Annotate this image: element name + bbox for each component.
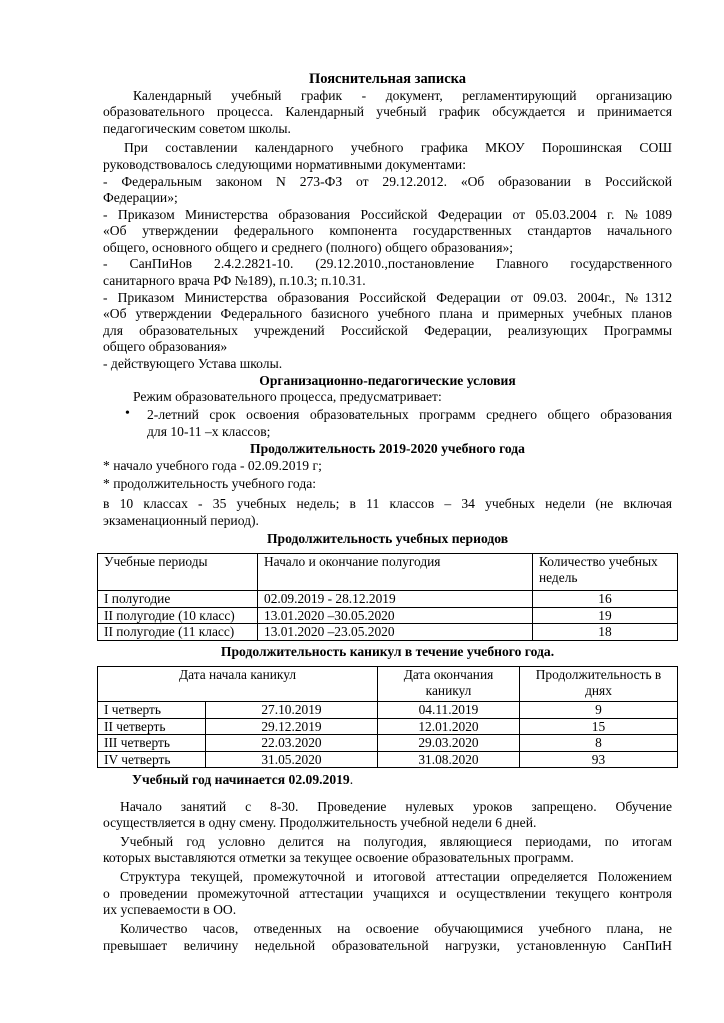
duration-start: * начало учебного года - 02.09.2019 г;: [103, 458, 322, 473]
holiday-start-cell: 29.12.2019: [206, 718, 378, 735]
year-start-tail: .: [349, 772, 354, 787]
period-weeks-cell: 19: [533, 607, 678, 624]
quarter-cell: III четверть: [98, 735, 206, 752]
doc-order-1312-line-2: «Об утверждении Федерального базисного учебного плана и примерных учебных планов: [103, 306, 672, 321]
duration-weeks-line-1: в 10 классах - 35 учебных недель; в 11 классов – 34 учебных недели (не включая: [103, 496, 672, 511]
year-start-bold: Учебный год начинается 02.09.2019: [132, 772, 350, 787]
bullet-line-1: 2-летний срок освоения образовательных программ среднего общего образования: [147, 407, 672, 422]
holiday-start-cell: 27.10.2019: [206, 702, 378, 719]
intro-line-2: образовательного процесса. Календарный учебный график обсуждается и принимается: [103, 104, 672, 119]
period-dates-cell: 13.01.2020 –30.05.2020: [258, 607, 533, 624]
quarter-cell: IV четверть: [98, 751, 206, 768]
hours-line-1: Количество часов, отведенных на освоение обучающимися учебного плана, не: [120, 921, 672, 936]
periods-header-cell: Учебные периоды: [98, 554, 258, 591]
doc-sanpin-line-1: - СанПиНов 2.4.2.2821-10. (29.12.2010.,постановление Главного государственного: [103, 256, 672, 271]
period-dates-cell: 13.01.2020 –23.05.2020: [258, 624, 533, 641]
quarter-cell: I четверть: [98, 702, 206, 719]
compose-line-2: руководствовалось следующими нормативными документами:: [103, 157, 466, 172]
conditions-heading: Организационно-педагогические условия: [259, 373, 516, 388]
bullet-line-2: для 10-11 –х классов;: [147, 424, 271, 439]
holiday-end-cell: 31.08.2020: [378, 751, 520, 768]
compose-line-1: При составлении календарного учебного графика МКОУ Порошинская СОШ: [124, 140, 672, 155]
periods-heading: Продолжительность учебных периодов: [266, 531, 509, 546]
intro-line-1: Календарный учебный график - документ, регламентирующий организацию: [133, 88, 672, 103]
holiday-end-cell: 04.11.2019: [378, 702, 520, 719]
attestation-line-3: их успеваемости в ОО.: [103, 902, 237, 917]
periods-table: [97, 553, 678, 641]
doc-charter-line: - действующего Устава школы.: [103, 356, 283, 371]
table-row: [98, 702, 678, 719]
holidays-table: [97, 666, 678, 768]
period-dates-cell: 02.09.2019 - 28.12.2019: [258, 591, 533, 608]
periods-header-cell: Количество учебных недель: [533, 554, 678, 591]
table-row: [98, 624, 678, 641]
doc-law-line-2: Федерации»;: [103, 190, 178, 205]
intro-line-3: педагогическим советом школы.: [103, 121, 291, 136]
table-row: [98, 607, 678, 624]
periods-header-row: [98, 554, 678, 591]
period-name-cell: I полугодие: [98, 591, 258, 608]
holiday-days-cell: 93: [520, 751, 678, 768]
doc-order-1089-line-3: общего, основного общего и среднего (полного) общего образования»;: [103, 240, 514, 255]
doc-order-1312-line-1: - Приказом Министерства образования Российской Федерации от 09.03. 2004г., №1312: [103, 290, 672, 305]
period-weeks-cell: 16: [533, 591, 678, 608]
classes-line-1: Начало занятий с 8-30. Проведение нулевых уроков запрещено. Обучение: [120, 799, 672, 814]
table-row: [98, 751, 678, 768]
holidays-header-cell: Дата начала каникул: [98, 667, 378, 702]
year-start-line: [103, 772, 672, 788]
halves-line-1: Учебный год условно делится на полугодия, являющиеся периодами, по итогам: [120, 834, 672, 849]
attestation-line-2: о проведении промежуточной аттестации учащихся и осуществлении текущего контроля: [103, 886, 672, 901]
hours-line-2: превышает величину недельной образовательной нагрузки, установленную СанПиН: [103, 938, 672, 953]
holiday-end-cell: 29.03.2020: [378, 735, 520, 752]
doc-order-1312-line-3: для образовательных учреждений Российской Федерации, реализующих Программы: [103, 323, 672, 338]
duration-heading: Продолжительность 2019-2020 учебного года: [250, 441, 525, 456]
holidays-header-row: [98, 667, 678, 702]
doc-order-1312-line-4: общего образования»: [103, 339, 228, 354]
holidays-header-cell: Дата окончания каникул: [378, 667, 520, 702]
table-row: [98, 718, 678, 735]
table-row: [98, 591, 678, 608]
holiday-start-cell: 31.05.2020: [206, 751, 378, 768]
classes-line-2: осуществляется в одну смену. Продолжительность учебной недели 6 дней.: [103, 815, 537, 830]
bullet-dot-icon: •: [125, 406, 130, 421]
holiday-days-cell: 8: [520, 735, 678, 752]
holidays-header-cell: Продолжительность в днях: [520, 667, 678, 702]
page-title: Пояснительная записка: [308, 71, 467, 87]
quarter-cell: II четверть: [98, 718, 206, 735]
attestation-line-1: Структура текущей, промежуточной и итоговой аттестации определяется Положением: [120, 869, 672, 884]
holiday-end-cell: 12.01.2020: [378, 718, 520, 735]
doc-sanpin-line-2: санитарного врача РФ №189), п.10.3; п.10.31.: [103, 273, 366, 288]
holiday-start-cell: 22.03.2020: [206, 735, 378, 752]
halves-line-2: которых выставляются отметки за текущее освоение образовательных программ.: [103, 850, 574, 865]
holiday-days-cell: 15: [520, 718, 678, 735]
duration-length: * продолжительность учебного года:: [103, 476, 317, 491]
doc-law-line-1: - Федеральным законом N 273-ФЗ от 29.12.2012. «Об образовании в Российской: [103, 174, 672, 189]
periods-header-cell: Начало и окончание полугодия: [258, 554, 533, 591]
conditions-mode: Режим образовательного процесса, предусматривает:: [133, 389, 442, 404]
table-row: [98, 735, 678, 752]
period-name-cell: II полугодие (11 класс): [98, 624, 258, 641]
doc-order-1089-line-1: - Приказом Министерства образования Российской Федерации от 05.03.2004 г. №1089: [103, 207, 672, 222]
period-weeks-cell: 18: [533, 624, 678, 641]
holiday-days-cell: 9: [520, 702, 678, 719]
doc-order-1089-line-2: «Об утверждении федерального компонента государственных стандартов начального: [103, 223, 672, 238]
period-name-cell: II полугодие (10 класс): [98, 607, 258, 624]
duration-weeks-line-2: экзаменационный период).: [103, 513, 259, 528]
holidays-heading: Продолжительность каникул в течение учебного года.: [220, 644, 555, 659]
